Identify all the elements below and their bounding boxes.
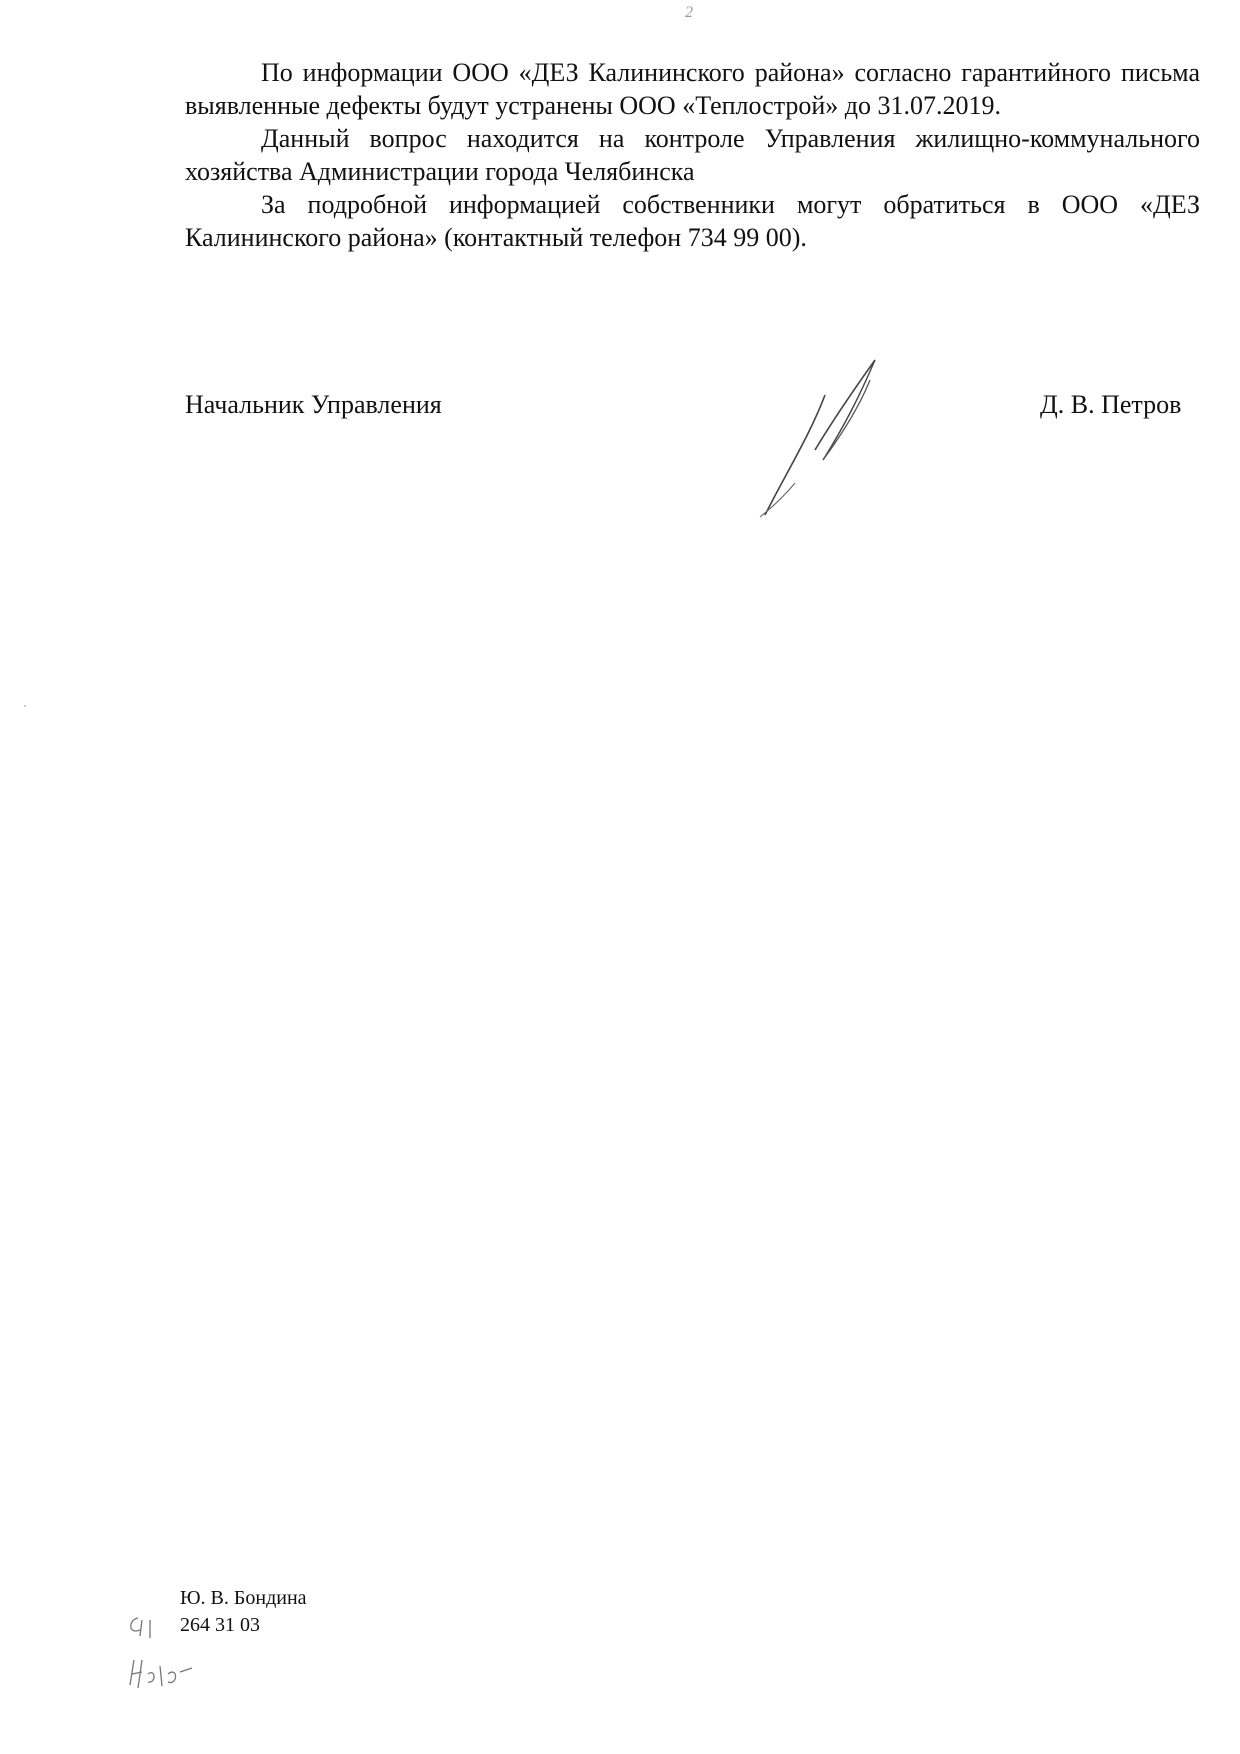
paragraph-control: Данный вопрос находится на контроле Управления жилищно-коммунального хозяйства Администрации города Челябинска xyxy=(185,124,1200,186)
handwritten-signature xyxy=(755,355,940,525)
executor-name: Ю. В. Бондина xyxy=(180,1587,307,1609)
page-number: 2 xyxy=(685,4,693,21)
paragraph-defects: По информации ООО «ДЕЗ Калининского района» согласно гарантийного письма выявленные дефекты будут устранены ООО «Теплострой» до 31.07.2019. xyxy=(185,58,1200,120)
executor-phone: 264 31 03 xyxy=(180,1614,260,1636)
letter-body xyxy=(185,56,1200,254)
scan-speck xyxy=(24,705,26,707)
paragraph-contact: За подробной информацией собственники могут обратиться в ООО «ДЕЗ Калининского района» (контактный телефон 734 99 00). xyxy=(185,190,1200,252)
signatory-title: Начальник Управления xyxy=(185,390,442,419)
signatory-name: Д. В. Петров xyxy=(1040,390,1182,419)
handwritten-margin-notes xyxy=(120,1590,220,1700)
